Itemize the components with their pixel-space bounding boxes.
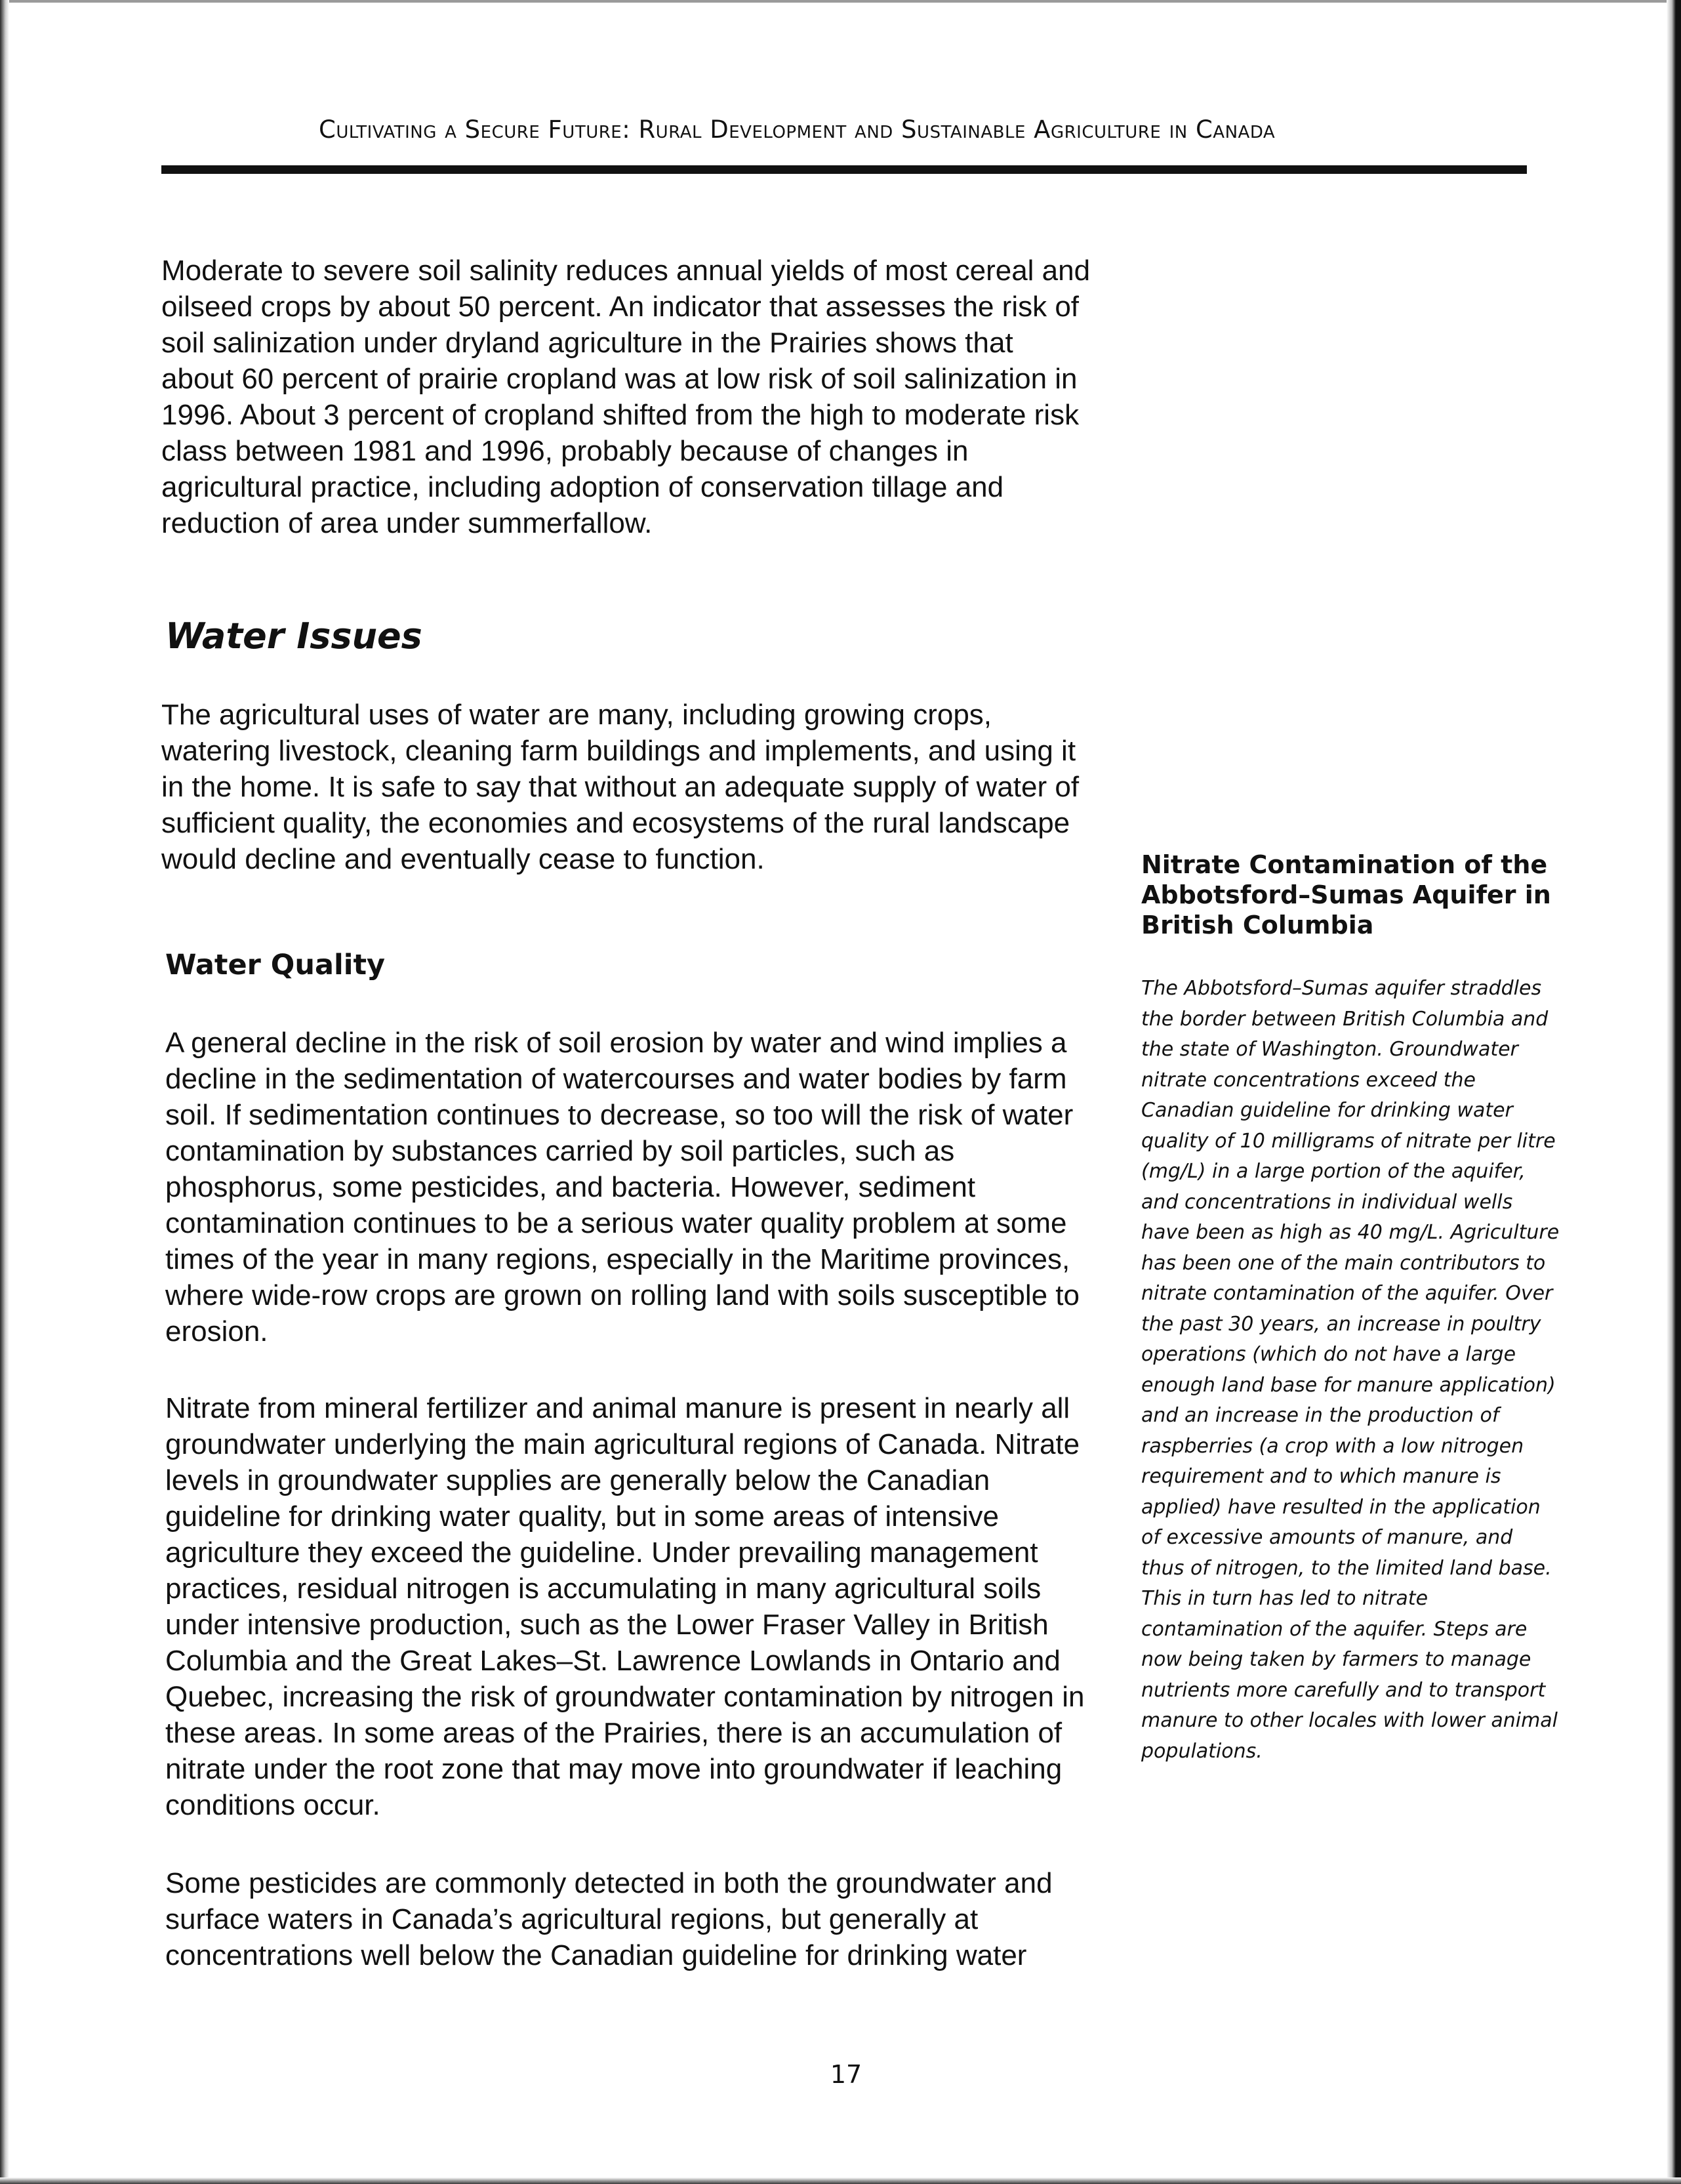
subheading-water-quality: Water Quality	[165, 949, 386, 981]
water-issues-paragraph: The agricultural uses of water are many, including growing crops, watering livestock, cleaning farm buildings and implements, and using it in the home. It is safe to say that without an adequate supply of water of sufficient quality, the economies and ecosystems of the rural landscape would decline and eventually cease to function.	[161, 699, 1080, 875]
scan-edge-right	[1667, 0, 1681, 2184]
sidebar-body: The Abbotsford–Sumas aquifer straddles the border between British Columbia and the state of Washington. Groundwater nitrate concentrations exceed the Canadian guideline for drinking water quality of 10 milligrams of nitrate per litre (mg/L) in a large portion of the aquifer, and concentrations in individual wells have been as high as 40 mg/L. Agriculture has been one of the main contributors to nitrate contamination of the aquifer. Over the past 30 years, an increase in poultry operations (which do not have a large enough land base for manure application) and an increase in the production of raspberries (a crop with a low nitrogen requirement and to which manure is applied) have resulted in the application of excessive amounts of manure, and thus of nitrogen, to the limited land base. This in turn has led to nitrate contamination of the aquifer. Steps are now being taken by farmers to manage nutrients more carefully and to transport manure to other locales with lower animal populations.	[1141, 977, 1560, 1763]
header-rule	[161, 165, 1527, 174]
sidebar-title: Nitrate Contamination of the Abbotsford–Sumas Aquifer in British Columbia	[1141, 850, 1551, 939]
page-number: 17	[830, 2060, 862, 2089]
water-quality-paragraph-3: Some pesticides are commonly detected in both the groundwater and surface waters in Canada’s agricultural regions, but generally at concentrations well below the Canadian guideline for drinking water	[165, 1867, 1053, 1971]
water-quality-paragraph-1: A general decline in the risk of soil erosion by water and wind implies a decline in the sedimentation of watercourses and water bodies by farm soil. If sedimentation continues to decrease, so too will the risk of water contamination by substances carried by soil particles, such as phosphorus, some pesticides, and bacteria. However, sediment contamination continues to be a serious water quality problem at some times of the year in many regions, especially in the Maritime provinces, where wide-row crops are grown on rolling land with soils susceptible to erosion.	[165, 1027, 1080, 1348]
water-quality-paragraph-2: Nitrate from mineral fertilizer and animal manure is present in nearly all groundwater underlying the main agricultural regions of Canada. Nitrate levels in groundwater supplies are generally below the Canadian guideline for drinking water quality, but in some areas of intensive agriculture they exceed the guideline. Under prevailing management practices, residual nitrogen is accumulating in many agricultural soils under intensive production, such as the Lower Fraser Valley in British Columbia and the Great Lakes–St. Lawrence Lowlands in Ontario and Quebec, increasing the risk of groundwater contamination by nitrogen in these areas. In some areas of the Prairies, there is an accumulation of nitrate under the root zone that may move into groundwater if leaching conditions occur.	[165, 1392, 1085, 1821]
scan-edge-top	[0, 0, 1681, 3]
running-header: Cultivating a Secure Future: Rural Development and Sustainable Agriculture in Canada	[319, 115, 1276, 144]
scan-edge-bottom	[0, 2177, 1681, 2184]
section-heading-water-issues: Water Issues	[165, 615, 422, 657]
scan-edge-left	[0, 0, 9, 2184]
intro-paragraph: Moderate to severe soil salinity reduces annual yields of most cereal and oilseed crops by about 50 percent. An indicator that assesses the risk of soil salinization under dryland agriculture in the Prairies shows that about 60 percent of prairie cropland was at low risk of soil salinization in 1996. About 3 percent of cropland shifted from the high to moderate risk class between 1981 and 1996, probably because of changes in agricultural practice, including adoption of conservation tillage and reduction of area under summerfallow.	[161, 255, 1091, 539]
